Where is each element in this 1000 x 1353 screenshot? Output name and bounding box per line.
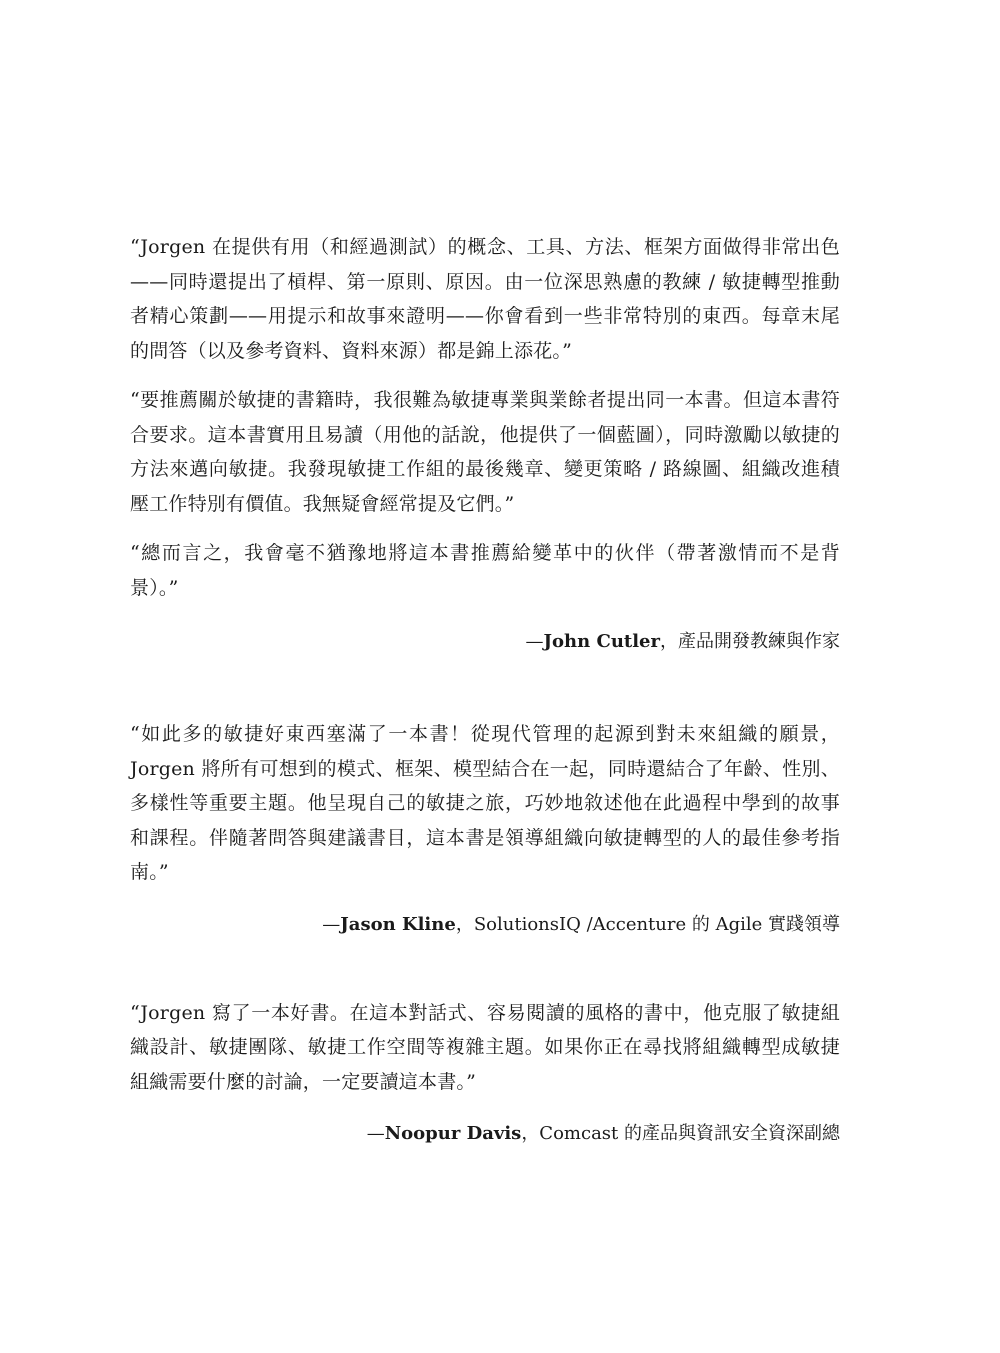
endorsement-3-paragraph-1: “Jorgen 寫了一本好書。在這本對話式、容易閱讀的風格的書中，他克服了敏捷組織設計、敏捷團隊、敏捷工作空間等複雜主題。如果你正在尋找將組織轉型成敏捷組織需要什麼的討論，一定要讀這本書。” — [130, 1001, 840, 1093]
spacer — [130, 657, 840, 717]
endorsement-3-attribution — [130, 1119, 840, 1149]
endorsement-2-paragraph-1: “如此多的敏捷好東西塞滿了一本書！從現代管理的起源到對未來組織的願景，Jorgen 將所有可想到的模式、框架、模型結合在一起，同時還結合了年齡、性別、多樣性等重要主題。他呈現自己的敏捷之旅，巧妙地敘述他在此過程中學到的故事和課程。伴隨著問答與建議書目，這本書是領導組織向敏捷轉型的人的最佳參考指南。” — [130, 723, 840, 883]
endorser-name: Jason Kline — [340, 913, 456, 935]
attribution-dash: — — [366, 1123, 385, 1144]
endorsements-page — [130, 230, 840, 1149]
endorser-role: ，Comcast 的產品與資訊安全資深副總 — [521, 1123, 840, 1144]
endorser-role: ，產品開發教練與作家 — [660, 631, 840, 652]
attribution-dash: — — [322, 913, 341, 935]
endorser-name: John Cutler — [543, 631, 660, 652]
endorsement-1-attribution — [130, 627, 840, 657]
spacer — [130, 940, 840, 996]
endorser-role: ，SolutionsIQ /Accenture 的 Agile 實踐領導 — [455, 913, 840, 935]
endorsement-1-paragraph-1: “Jorgen 在提供有用（和經過測試）的概念、工具、方法、框架方面做得非常出色——同時還提出了槓桿、第一原則、原因。由一位深思熟慮的教練 / 敏捷轉型推動者精心策劃——用提示和故事來證明——你會看到一些非常特別的東西。每章末尾的問答（以及參考資料、資料來源）都是錦上添花。” — [130, 236, 840, 362]
endorsement-2-attribution — [130, 910, 840, 940]
attribution-dash: — — [525, 631, 544, 652]
endorsement-1-paragraph-2: “要推薦關於敏捷的書籍時，我很難為敏捷專業與業餘者提出同一本書。但這本書符合要求。這本書實用且易讀（用他的話說，他提供了一個藍圖），同時激勵以敏捷的方法來邁向敏捷。我發現敏捷工作組的最後幾章、變更策略 / 路線圖、組織改進積壓工作特別有價值。我無疑會經常提及它們。” — [130, 389, 840, 515]
endorsement-1-paragraph-3: “總而言之，我會毫不猶豫地將這本書推薦給變革中的伙伴（帶著激情而不是背景）。” — [130, 542, 840, 599]
endorser-name: Noopur Davis — [384, 1123, 522, 1144]
